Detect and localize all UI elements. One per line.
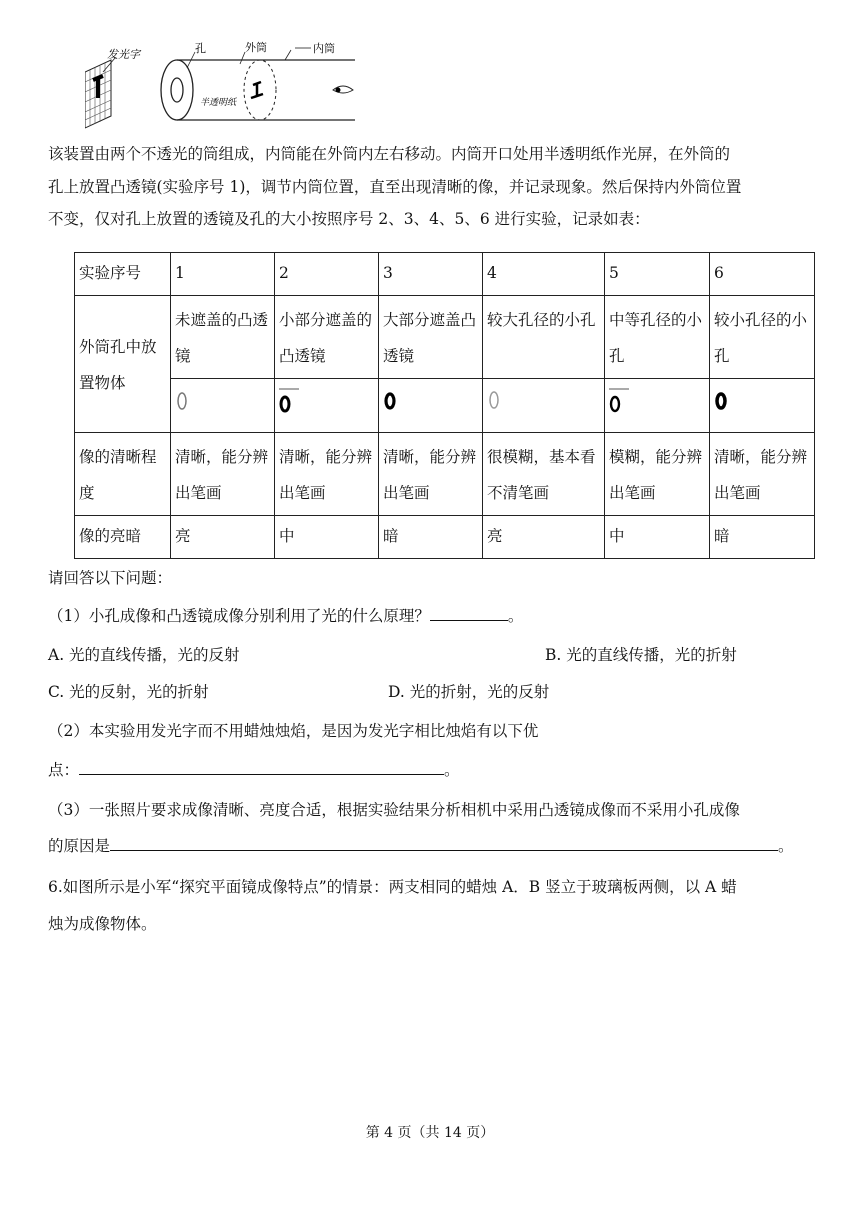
object-cell: 小部分遮盖的凸透镜	[275, 296, 379, 379]
glow-char-board	[85, 58, 115, 128]
object-label: 外筒孔中放置物体	[75, 296, 171, 433]
brightness-cell: 亮	[483, 516, 605, 559]
answer-blank-3[interactable]	[110, 832, 778, 851]
table-row-object	[75, 296, 815, 379]
uncovered-lens-icon	[175, 390, 189, 412]
inner-tube-label: 内筒	[313, 42, 335, 55]
exp-number: 3	[379, 253, 483, 296]
symbol-cell	[275, 379, 379, 433]
hole-label: 孔	[195, 42, 206, 55]
table-row-brightness	[75, 516, 815, 559]
object-cell: 较小孔径的小孔	[710, 296, 815, 379]
question-6-line-2: 烛为成像物体。	[48, 915, 157, 933]
question-2-end: 。	[444, 761, 460, 779]
symbol-cell	[379, 379, 483, 433]
table-row-number	[75, 253, 815, 296]
table-row-symbols	[75, 379, 815, 433]
clarity-cell: 清晰，能分辨出笔画	[379, 433, 483, 516]
experiment-table	[74, 252, 815, 559]
option-b: B. 光的直线传播，光的折射	[545, 646, 737, 664]
option-d: D. 光的折射，光的反射	[388, 683, 550, 701]
brightness-cell: 暗	[710, 516, 815, 559]
image-on-screen	[251, 82, 263, 98]
object-cell: 较大孔径的小孔	[483, 296, 605, 379]
brightness-cell: 暗	[379, 516, 483, 559]
exp-number: 4	[483, 253, 605, 296]
header-label: 实验序号	[75, 253, 171, 296]
exp-number: 5	[605, 253, 710, 296]
brightness-cell: 中	[605, 516, 710, 559]
intro-line-1: 该装置由两个不透光的筒组成，内筒能在外筒内左右移动。内筒开口处用半透明纸作光屏，在外筒的	[48, 145, 731, 163]
object-cell: 大部分遮盖凸透镜	[379, 296, 483, 379]
clarity-cell: 清晰，能分辨出笔画	[171, 433, 275, 516]
outer-tube-label: 外筒	[245, 41, 267, 54]
question-prompt: 请回答以下问题：	[48, 569, 173, 587]
question-2-continued	[48, 755, 460, 785]
large-hole-icon	[487, 390, 501, 412]
question-6-line-1: 6.如图所示是小军“探究平面镜成像特点”的情景：两支相同的蜡烛 A．B 竖立于玻璃板两侧，以 A 蜡	[48, 878, 737, 896]
question-1-text: （1）小孔成像和凸透镜成像分别利用了光的什么原理？	[48, 607, 430, 625]
question-3-continued	[48, 831, 794, 861]
inner-screen	[244, 60, 276, 120]
clarity-cell: 模糊，能分辨出笔画	[605, 433, 710, 516]
page-footer: 第 4 页（共 14 页）	[365, 1125, 495, 1141]
question-1	[48, 601, 523, 631]
apparatus-figure	[85, 30, 375, 130]
table-row-clarity	[75, 433, 815, 516]
exp-number: 6	[710, 253, 815, 296]
question-1-end: 。	[507, 607, 524, 625]
symbol-cell	[605, 379, 710, 433]
clarity-label: 像的清晰程度	[75, 433, 171, 516]
question-3-end: 。	[778, 837, 794, 855]
eye-icon	[333, 86, 353, 93]
mostly-covered-lens-icon	[383, 390, 397, 412]
option-c: C. 光的反射，光的折射	[48, 683, 209, 701]
clarity-cell: 清晰，能分辨出笔画	[710, 433, 815, 516]
clarity-cell: 清晰，能分辨出笔画	[275, 433, 379, 516]
intro-line-3: 不变，仅对孔上放置的透镜及孔的大小按照序号 2、3、4、5、6 进行实验，记录如表：	[48, 210, 650, 228]
intro-line-2: 孔上放置凸透镜(实验序号 1)，调节内筒位置，直至出现清晰的像，并记录现象。然后保持内外筒位置	[48, 178, 742, 196]
option-a: A. 光的直线传播，光的反射	[48, 646, 240, 664]
object-cell: 中等孔径的小孔	[605, 296, 710, 379]
exp-number: 2	[275, 253, 379, 296]
apparatus-diagram	[85, 30, 375, 130]
question-2: （2）本实验用发光字而不用蜡烛烛焰，是因为发光字相比烛焰有以下优	[48, 722, 539, 740]
glow-char-label: 发光字	[107, 48, 140, 61]
answer-blank-1[interactable]	[430, 602, 508, 621]
question-3: （3）一张照片要求成像清晰、亮度合适，根据实验结果分析相机中采用凸透镜成像而不采用小孔成像	[48, 801, 740, 819]
brightness-cell: 亮	[171, 516, 275, 559]
exp-number: 1	[171, 253, 275, 296]
answer-blank-2[interactable]	[79, 756, 444, 775]
brightness-label: 像的亮暗	[75, 516, 171, 559]
medium-hole-icon	[609, 385, 633, 415]
question-2-cont-text: 点：	[48, 761, 80, 779]
question-3-cont-text: 的原因是	[48, 837, 111, 855]
brightness-cell: 中	[275, 516, 379, 559]
screen-label: 半透明纸	[200, 98, 237, 108]
small-hole-icon	[714, 390, 728, 412]
symbol-cell	[710, 379, 815, 433]
symbol-cell	[171, 379, 275, 433]
clarity-cell: 很模糊，基本看不清笔画	[483, 433, 605, 516]
object-cell: 未遮盖的凸透镜	[171, 296, 275, 379]
partially-covered-lens-icon	[279, 385, 303, 415]
symbol-cell	[483, 379, 605, 433]
